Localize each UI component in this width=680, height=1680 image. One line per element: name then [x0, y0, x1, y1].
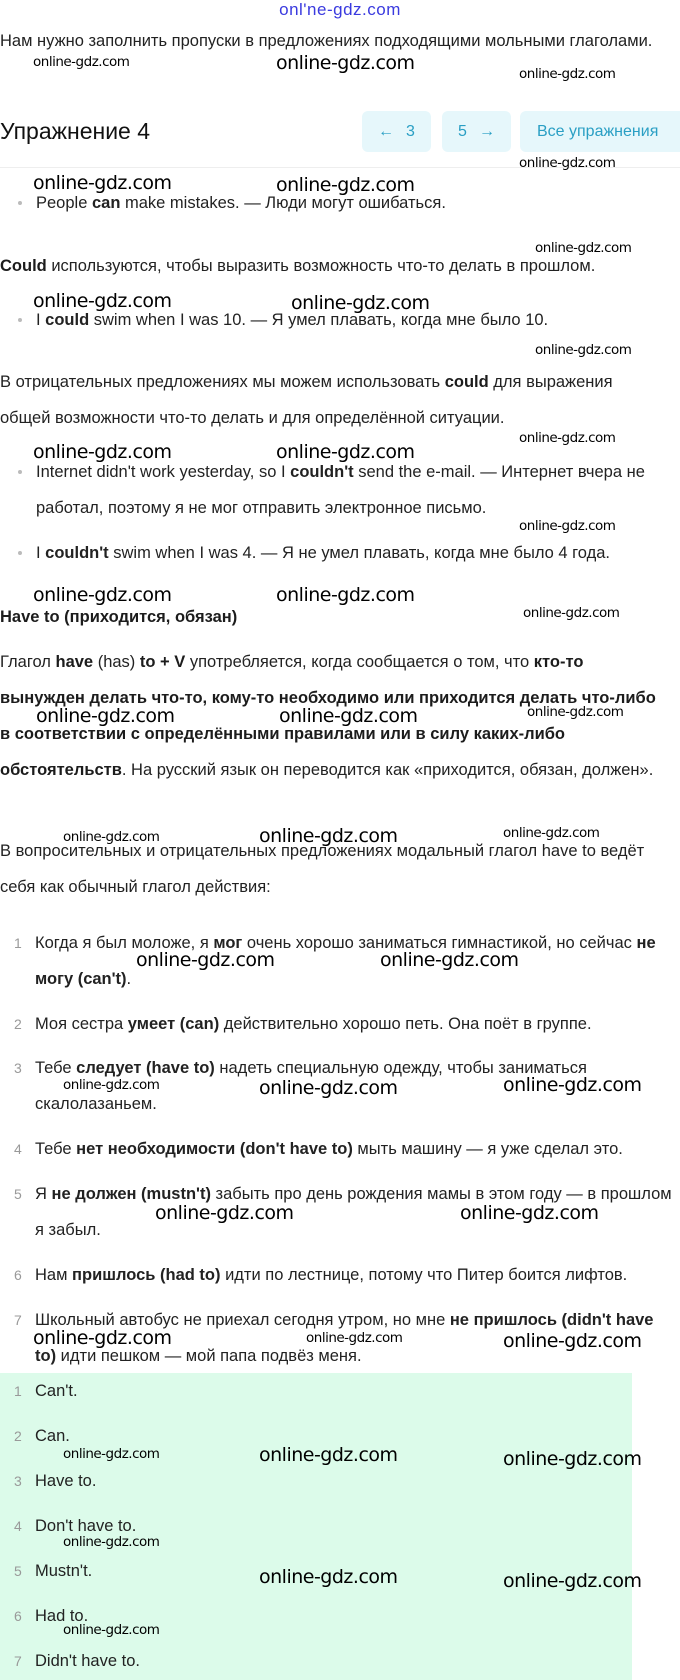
watermark: online-gdz.com: [523, 605, 620, 621]
answer-item: [14, 1376, 78, 1406]
watermark: online-gdz.com: [33, 290, 172, 312]
sentence-item: [14, 1302, 674, 1374]
text-segment: В отрицательных предложениях мы можем использовать: [0, 373, 445, 391]
watermark: online-gdz.com: [63, 1534, 160, 1550]
watermark: online-gdz.com: [33, 1327, 172, 1349]
bold-text: could: [45, 311, 90, 329]
watermark: online-gdz.com: [259, 1444, 398, 1466]
watermark: online-gdz.com: [276, 174, 415, 196]
watermark: online-gdz.com: [291, 292, 430, 314]
watermark: online-gdz.com: [503, 1448, 642, 1470]
item-number: 5: [14, 1563, 22, 1579]
watermark: online-gdz.com: [33, 172, 172, 194]
bullet-icon: [18, 470, 22, 474]
item-number: 6: [14, 1608, 22, 1624]
bold-text: have: [55, 653, 94, 671]
theory-paragraph: [0, 599, 660, 635]
text-segment: make mistakes. — Люди могут ошибаться.: [120, 194, 446, 212]
item-number: 2: [14, 1428, 22, 1444]
watermark: online-gdz.com: [33, 441, 172, 463]
arrow-left-icon: ←: [378, 122, 395, 140]
text-segment: В вопросительных и отрицательных предложениях модальный глагол have to ведёт себя как обычный глагол действия:: [0, 842, 645, 896]
sentence-item: [14, 1257, 674, 1293]
watermark: online-gdz.com: [519, 155, 616, 171]
watermark: online-gdz.com: [503, 1570, 642, 1592]
theory-paragraph: [0, 248, 660, 284]
sentence-item: [14, 1006, 674, 1042]
text-segment: I: [36, 311, 46, 329]
text-segment: Internet didn't work yesterday, so I: [36, 463, 291, 481]
watermark: online-gdz.com: [63, 829, 160, 845]
watermark: online-gdz.com: [535, 342, 632, 358]
answer-item: [14, 1466, 96, 1496]
text-segment: swim when I was 10. — Я умел плавать, когда мне было 10.: [89, 311, 549, 329]
item-number: 4: [14, 1518, 22, 1534]
watermark: online-gdz.com: [33, 54, 130, 70]
answer-item: [14, 1556, 92, 1586]
text-segment: используются, чтобы выразить возможность что-то делать в прошлом.: [46, 257, 596, 275]
item-number: 4: [14, 1141, 22, 1157]
watermark: online-gdz.com: [503, 1074, 642, 1096]
prev-exercise-label: 3: [406, 122, 415, 140]
text-segment: идти пешком — мой папа подвёз меня.: [56, 1347, 362, 1365]
bold-text: следует (have to): [76, 1059, 215, 1077]
watermark: online-gdz.com: [519, 430, 616, 446]
item-number: 7: [14, 1653, 22, 1669]
arrow-right-icon: →: [478, 122, 495, 140]
text-segment: Нам нужно заполнить пропуски в предложениях подходящими мольными глаголами.: [0, 32, 653, 50]
item-number: 5: [14, 1186, 22, 1202]
answer-item: [14, 1646, 140, 1676]
sentence-item: [14, 925, 674, 997]
watermark: online-gdz.com: [155, 1202, 294, 1224]
text-segment: очень хорошо заниматься гимнастикой, но сейчас: [242, 934, 637, 952]
text-segment: Когда я был моложе, я: [35, 934, 214, 952]
answer-text: Had to.: [35, 1607, 89, 1625]
watermark: online-gdz.com: [259, 825, 398, 847]
answer-item: [14, 1511, 136, 1541]
all-exercises-button[interactable]: [520, 111, 680, 152]
watermark: online-gdz.com: [279, 705, 418, 727]
next-exercise-button[interactable]: [442, 111, 511, 152]
bold-text: couldn't: [290, 463, 354, 481]
answer-text: Have to.: [35, 1472, 97, 1490]
answer-text: Don't have to.: [35, 1517, 137, 1535]
text-segment: Нам: [35, 1266, 73, 1284]
next-exercise-label: 5: [458, 122, 467, 140]
watermark: online-gdz.com: [306, 1330, 403, 1346]
example-bullet: [18, 185, 658, 221]
text-segment: People: [36, 194, 92, 212]
watermark: online-gdz.com: [503, 1330, 642, 1352]
text-segment: надеть специальную одежду, чтобы заниматься скалолазаньем.: [35, 1059, 587, 1113]
watermark: online-gdz.com: [460, 1202, 599, 1224]
watermark: online-gdz.com: [136, 949, 275, 971]
bold-text: пришлось (had to): [72, 1266, 221, 1284]
answer-text: Didn't have to.: [35, 1652, 140, 1670]
watermark: online-gdz.com: [259, 1077, 398, 1099]
page-title: Упражнение 4: [0, 118, 151, 144]
item-number: 7: [14, 1312, 22, 1328]
watermark: online-gdz.com: [63, 1446, 160, 1462]
text-segment: . На русский язык он переводится как «приходится, обязан, должен».: [121, 761, 654, 779]
bold-text: couldn't: [45, 544, 109, 562]
sentence-item: [14, 1050, 674, 1122]
watermark: online-gdz.com: [276, 441, 415, 463]
prev-exercise-button[interactable]: [362, 111, 431, 152]
bold-text: to + V: [139, 653, 186, 671]
theory-paragraph: [0, 833, 660, 905]
sentence-item: [14, 1176, 674, 1248]
bold-text: нет необходимости (don't have to): [76, 1140, 353, 1158]
item-number: 6: [14, 1267, 22, 1283]
example-bullet: [18, 535, 658, 571]
watermark: online-gdz.com: [519, 66, 616, 82]
answer-text: Mustn't.: [35, 1562, 93, 1580]
bullet-icon: [18, 201, 22, 205]
answer-text: Can't.: [35, 1382, 78, 1400]
text-segment: идти по лестнице, потому что Питер боится лифтов.: [220, 1266, 628, 1284]
text-segment: Тебе: [35, 1059, 77, 1077]
text-segment: Школьный автобус не приехал сегодня утром, но мне: [35, 1311, 450, 1329]
text-segment: забыть про день рождения мамы в этом году — в прошлом я забыл.: [35, 1185, 672, 1239]
watermark: online-gdz.com: [63, 1622, 160, 1638]
text-segment: Я: [35, 1185, 52, 1203]
item-number: 2: [14, 1016, 22, 1032]
site-watermark: onl'ne-gdz.com: [279, 0, 401, 19]
bold-text: could: [444, 373, 489, 391]
all-exercises-label: Все упражнения: [537, 122, 659, 140]
text-segment: Моя сестра: [35, 1015, 128, 1033]
bold-text: can: [91, 194, 121, 212]
text-segment: мыть машину — я уже сделал это.: [352, 1140, 623, 1158]
watermark: online-gdz.com: [33, 584, 172, 606]
bold-text: кто-то вынужден делать что-то, кому-то необходимо или приходится делать что-либо в соответствии с определёнными правилами или в силу каких-либо обстоятельств: [0, 653, 656, 779]
divider: [0, 167, 680, 168]
bold-text: мог: [213, 934, 243, 952]
text-segment: употребляется, когда сообщается о том, что: [185, 653, 534, 671]
bullet-icon: [18, 551, 22, 555]
text-segment: для выражения общей возможности что-то делать и для определённой ситуации.: [0, 373, 613, 427]
watermark: online-gdz.com: [380, 949, 519, 971]
text-segment: действительно хорошо петь. Она поёт в группе.: [219, 1015, 592, 1033]
watermark: online-gdz.com: [259, 1566, 398, 1588]
theory-paragraph: [0, 644, 660, 788]
watermark: online-gdz.com: [36, 705, 175, 727]
bold-text: не должен (mustn't): [51, 1185, 211, 1203]
text-segment: (has): [93, 653, 140, 671]
bold-text: не могу (can't): [35, 934, 656, 988]
theory-paragraph: [0, 364, 660, 436]
item-number: 3: [14, 1060, 22, 1076]
example-bullet: [18, 454, 658, 526]
watermark: online-gdz.com: [519, 518, 616, 534]
watermark: online-gdz.com: [276, 584, 415, 606]
answer-item: [14, 1421, 70, 1451]
item-number: 3: [14, 1473, 22, 1489]
text-segment: I: [36, 544, 46, 562]
watermark: online-gdz.com: [503, 825, 600, 841]
answer-item: [14, 1601, 88, 1631]
text-segment: swim when I was 4. — Я не умел плавать, когда мне было 4 года.: [108, 544, 611, 562]
watermark: online-gdz.com: [535, 240, 632, 256]
bold-text: умеет (can): [127, 1015, 220, 1033]
intro-text: [0, 25, 660, 58]
item-number: 1: [14, 1383, 22, 1399]
watermark: online-gdz.com: [527, 704, 624, 720]
bold-text: Have to (приходится, обязан): [0, 608, 238, 626]
watermark: online-gdz.com: [63, 1077, 160, 1093]
bold-text: Could: [0, 257, 47, 275]
text-segment: Тебе: [35, 1140, 77, 1158]
sentence-item: [14, 1131, 674, 1167]
bullet-icon: [18, 318, 22, 322]
text-segment: Глагол: [0, 653, 56, 671]
text-segment: send the e-mail. — Интернет вчера не работал, поэтому я не мог отправить электронное письмо.: [36, 463, 645, 517]
example-bullet: [18, 302, 658, 338]
item-number: 1: [14, 935, 22, 951]
watermark: online-gdz.com: [276, 52, 415, 74]
text-segment: .: [126, 970, 132, 988]
bold-text: не пришлось (didn't have to): [35, 1311, 654, 1365]
answer-text: Can.: [35, 1427, 70, 1445]
